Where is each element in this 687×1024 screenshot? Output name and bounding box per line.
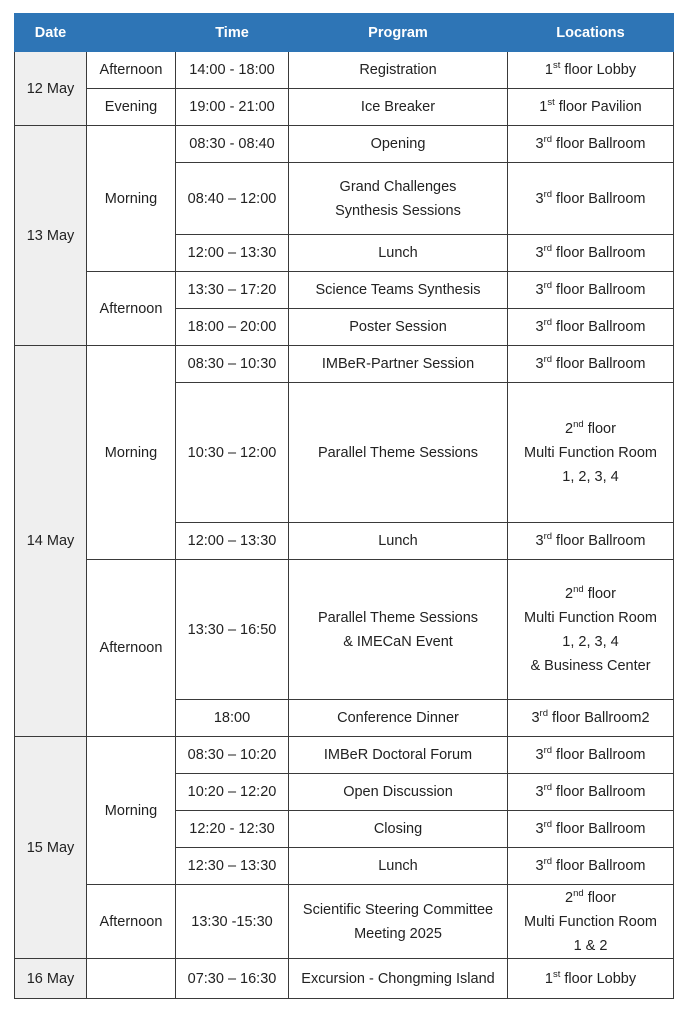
time-cell: 13:30 – 17:20 [176,272,289,309]
location-text: 3 [535,533,544,549]
location-line [512,743,669,767]
location-text: floor [583,889,616,906]
location-line [512,529,669,553]
location-text: Multi Function Room [524,609,657,626]
time-cell: 12:00 – 13:30 [176,523,289,560]
time-cell: 13:30 – 16:50 [176,560,289,700]
time-cell: 08:30 – 10:30 [176,346,289,383]
schedule-wrapper [14,13,674,999]
date-cell: 16 May [15,959,87,999]
program-cell [289,383,508,523]
schedule-row [15,346,674,383]
location-cell [508,235,674,272]
header-locations: Locations [508,14,674,52]
location-cell [508,272,674,309]
location-line [512,910,669,934]
header-program: Program [289,14,508,52]
location-text: floor Lobby [560,62,637,78]
location-line [512,241,669,265]
location-line [512,886,669,910]
session-cell: Afternoon [87,52,176,89]
location-line [512,967,669,991]
program-cell [289,737,508,774]
program-cell [289,774,508,811]
ordinal-suffix: rd [543,856,553,868]
location-text: 1 [544,970,553,987]
location-text: floor Ballroom [552,245,646,261]
ordinal-suffix: rd [543,782,553,794]
ordinal-suffix: nd [573,583,584,595]
schedule-row [15,737,674,774]
session-cell: Evening [87,89,176,126]
location-cell [508,885,674,959]
location-text: floor [583,585,616,602]
location-cell [508,811,674,848]
location-line [512,706,669,730]
location-text: 3 [535,282,544,298]
program-line: Parallel Theme Sessions [317,444,479,461]
program-cell [289,523,508,560]
location-text: floor Pavilion [554,99,642,115]
location-cell [508,560,674,700]
location-text: & Business Center [530,657,651,674]
program-cell [289,811,508,848]
time-cell: 18:00 – 20:00 [176,309,289,346]
time-cell: 13:30 -15:30 [176,885,289,959]
location-text: 3 [535,319,544,335]
location-line [512,441,669,465]
location-line [512,465,669,489]
location-cell [508,89,674,126]
ordinal-suffix: rd [543,354,553,366]
location-cell [508,383,674,523]
location-line [512,95,669,119]
location-text: 1, 2, 3, 4 [562,468,619,485]
session-cell: Morning [87,737,176,885]
date-cell: 14 May [15,346,87,737]
program-cell [289,848,508,885]
location-line [512,630,669,654]
time-cell: 08:30 - 08:40 [176,126,289,163]
program-cell [289,309,508,346]
ordinal-suffix: st [552,60,561,72]
location-text: 3 [535,245,544,261]
schedule-body [15,52,674,999]
session-cell: Afternoon [87,885,176,959]
ordinal-suffix: rd [543,243,553,255]
program-line: Registration [359,62,437,78]
location-text: 3 [535,784,544,800]
ordinal-suffix: rd [543,317,553,329]
location-text: 3 [535,858,544,874]
location-text: 3 [535,821,544,837]
location-text: floor Ballroom [552,356,646,372]
program-line: Synthesis Sessions [335,202,461,219]
time-cell: 18:00 [176,700,289,737]
location-cell [508,126,674,163]
ordinal-suffix: st [547,97,555,109]
program-line: Conference Dinner [337,710,459,726]
location-line [512,315,669,339]
ordinal-suffix: st [552,968,561,980]
program-line: Excursion - Chongming Island [301,970,495,987]
schedule-row [15,560,674,700]
schedule-table [14,13,674,999]
program-line: Opening [370,136,426,152]
location-text: floor Ballroom [552,747,646,763]
location-text: floor Ballroom2 [547,710,650,726]
location-line [512,417,669,441]
ordinal-suffix: rd [543,531,553,543]
location-text: Multi Function Room [524,913,657,930]
program-cell [289,885,508,959]
program-cell [289,346,508,383]
location-text: 1 & 2 [573,937,608,954]
location-line [512,817,669,841]
session-cell: Afternoon [87,560,176,737]
location-text: 2 [565,420,574,437]
header-time: Time [176,14,289,52]
program-line: IMBeR-Partner Session [321,356,475,372]
location-cell [508,848,674,885]
location-line [512,606,669,630]
location-line [512,780,669,804]
schedule-row [15,885,674,959]
ordinal-suffix: nd [573,418,584,430]
location-cell [508,774,674,811]
location-text: 3 [531,710,540,726]
location-text: 3 [535,356,544,372]
location-text: floor Ballroom [552,282,646,298]
location-cell [508,700,674,737]
location-cell [508,163,674,235]
header-session [87,14,176,52]
location-line [512,58,669,82]
time-cell: 12:20 - 12:30 [176,811,289,848]
schedule-row [15,126,674,163]
date-cell: 12 May [15,52,87,126]
location-text: 3 [535,136,544,152]
date-cell: 15 May [15,737,87,959]
session-cell: Afternoon [87,272,176,346]
location-cell [508,737,674,774]
program-line: Scientific Steering Committee [302,901,494,918]
ordinal-suffix: rd [539,708,548,720]
program-line: IMBeR Doctoral Forum [323,747,473,763]
schedule-row [15,89,674,126]
program-line: Ice Breaker [360,99,436,115]
location-line [512,654,669,678]
program-cell [289,126,508,163]
program-line: Science Teams Synthesis [315,282,481,298]
ordinal-suffix: rd [543,188,553,200]
session-cell: Morning [87,126,176,272]
location-text: 1 [544,62,553,78]
location-line [512,132,669,156]
time-cell: 14:00 - 18:00 [176,52,289,89]
program-line: Poster Session [349,319,447,335]
location-text: 3 [535,747,544,763]
program-cell [289,89,508,126]
program-line: Lunch [378,245,418,261]
location-text: 2 [565,585,574,602]
program-cell [289,560,508,700]
ordinal-suffix: rd [543,280,553,292]
schedule-row [15,272,674,309]
schedule-row [15,959,674,999]
session-cell: Morning [87,346,176,560]
location-text: floor [583,420,616,437]
location-text: 1 [539,99,548,115]
program-cell [289,163,508,235]
location-text: 1, 2, 3, 4 [562,633,619,650]
location-text: floor Ballroom [552,136,646,152]
location-line [512,854,669,878]
program-line: & IMECaN Event [343,633,453,650]
program-line: Open Discussion [343,784,453,800]
program-cell [289,959,508,999]
location-text: floor Lobby [560,970,637,987]
schedule-row [15,52,674,89]
ordinal-suffix: rd [543,819,553,831]
program-line: Grand Challenges [339,178,457,195]
time-cell: 19:00 - 21:00 [176,89,289,126]
location-cell [508,523,674,560]
session-cell [87,959,176,999]
header-row [15,14,674,52]
location-cell [508,346,674,383]
program-line: Closing [373,821,423,837]
time-cell: 08:40 – 12:00 [176,163,289,235]
program-line: Lunch [378,533,418,549]
header-date: Date [15,14,87,52]
program-cell [289,235,508,272]
location-text: floor Ballroom [552,821,646,837]
location-text: floor Ballroom [552,784,646,800]
location-text: 3 [535,190,544,207]
location-line [512,934,669,958]
location-line [512,352,669,376]
program-line: Meeting 2025 [354,925,442,942]
location-text: Multi Function Room [524,444,657,461]
date-cell: 13 May [15,126,87,346]
location-text: floor Ballroom [552,533,646,549]
location-cell [508,959,674,999]
location-text: floor Ballroom [552,858,646,874]
location-line [512,582,669,606]
location-text: floor Ballroom [552,319,646,335]
location-cell [508,52,674,89]
time-cell: 07:30 – 16:30 [176,959,289,999]
time-cell: 12:30 – 13:30 [176,848,289,885]
program-cell [289,272,508,309]
ordinal-suffix: nd [573,887,584,899]
time-cell: 12:00 – 13:30 [176,235,289,272]
time-cell: 10:20 – 12:20 [176,774,289,811]
time-cell: 08:30 – 10:20 [176,737,289,774]
ordinal-suffix: rd [543,134,553,146]
location-line [512,187,669,211]
location-line [512,278,669,302]
location-cell [508,309,674,346]
program-line: Lunch [378,858,418,874]
program-cell [289,700,508,737]
program-cell [289,52,508,89]
location-text: 2 [565,889,574,906]
time-cell: 10:30 – 12:00 [176,383,289,523]
location-text: floor Ballroom [552,190,646,207]
ordinal-suffix: rd [543,745,553,757]
program-line: Parallel Theme Sessions [317,609,479,626]
